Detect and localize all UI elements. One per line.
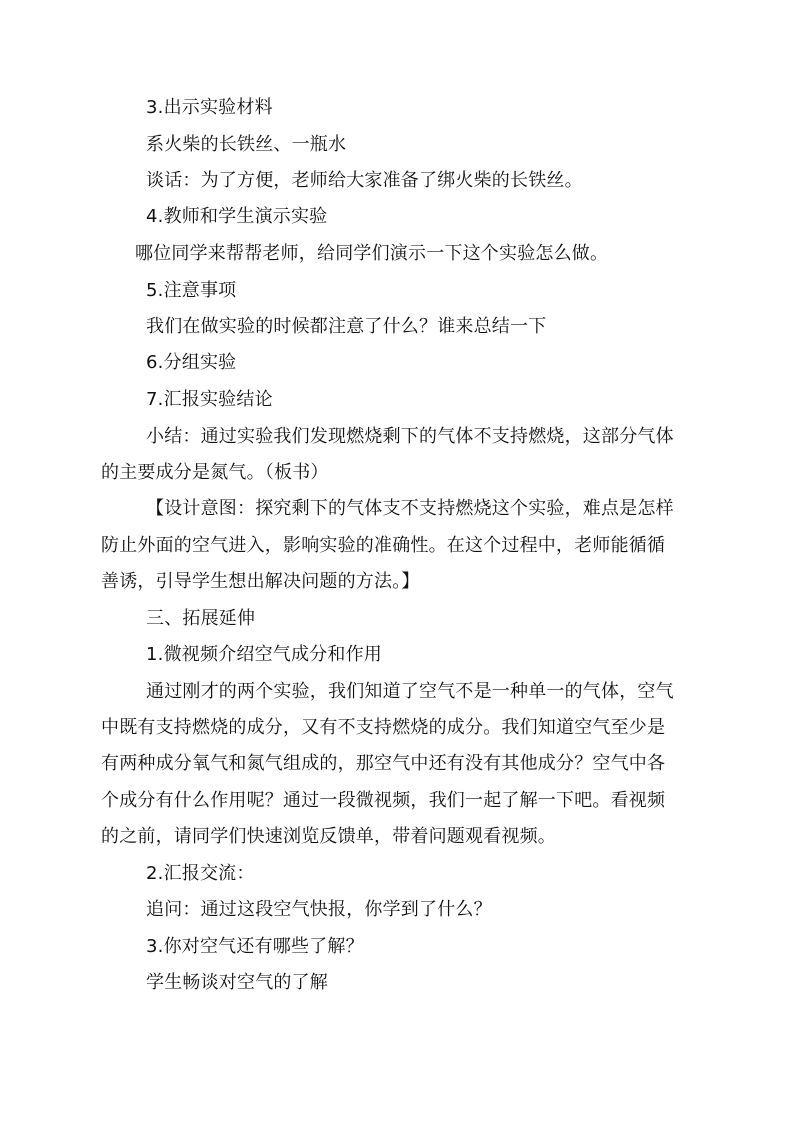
- video-paragraph-line-1: 通过刚才的两个实验，我们知道了空气不是一种单一的气体，空气: [146, 681, 674, 702]
- notes-text: 我们在做实验的时候都注意了什么？谁来总结一下: [146, 316, 547, 337]
- demo-text: 哪位同学来帮帮老师，给同学们演示一下这个实验怎么做。: [135, 243, 609, 264]
- video-paragraph-line-2: 中既有支持燃烧的成分，又有不支持燃烧的成分。我们知道空气至少是: [101, 717, 666, 738]
- video-paragraph-line-5: 的之前，请同学们快速浏览反馈单，带着问题观看视频。: [101, 826, 556, 847]
- design-intent-line-3: 善诱，引导学生想出解决问题的方法。】: [101, 571, 420, 592]
- design-intent-line-2: 防止外面的空气进入，影响实验的准确性。在这个过程中，老师能循循: [101, 535, 666, 556]
- closing-text: 学生畅谈对空气的了解: [146, 972, 328, 993]
- materials-text: 系火柴的长铁丝、一瓶水: [146, 134, 347, 155]
- talk-text: 谈话：为了方便，老师给大家准备了绑火柴的长铁丝。: [146, 170, 583, 191]
- subitem-2-heading: 2.汇报交流：: [146, 863, 255, 884]
- summary-line-1: 小结：通过实验我们发现燃烧剩下的气体不支持燃烧，这部分气体: [146, 426, 674, 447]
- subitem-1-heading: 1.微视频介绍空气成分和作用: [146, 644, 382, 665]
- summary-line-2: 的主要成分是氮气。（板书）: [101, 462, 329, 483]
- section-3-heading: 三、拓展延伸: [146, 608, 256, 629]
- item-5-heading: 5.注意事项: [146, 280, 237, 301]
- design-intent-line-1: 【设计意图：探究剩下的气体支不支持燃烧这个实验，难点是怎样: [146, 498, 674, 519]
- item-4-heading: 4.教师和学生演示实验: [146, 206, 328, 227]
- video-paragraph-line-4: 个成分有什么作用呢？通过一段微视频，我们一起了解一下吧。看视频: [101, 790, 666, 811]
- item-6-heading: 6.分组实验: [146, 352, 237, 373]
- video-paragraph-line-3: 有两种成分氧气和氮气组成的，那空气中还有没有其他成分？空气中各: [101, 753, 666, 774]
- item-7-heading: 7.汇报实验结论: [146, 389, 273, 410]
- subitem-3-heading: 3.你对空气还有哪些了解？: [146, 936, 364, 957]
- question-text: 追问：通过这段空气快报，你学到了什么？: [146, 899, 492, 920]
- item-3-heading: 3.出示实验材料: [146, 97, 273, 118]
